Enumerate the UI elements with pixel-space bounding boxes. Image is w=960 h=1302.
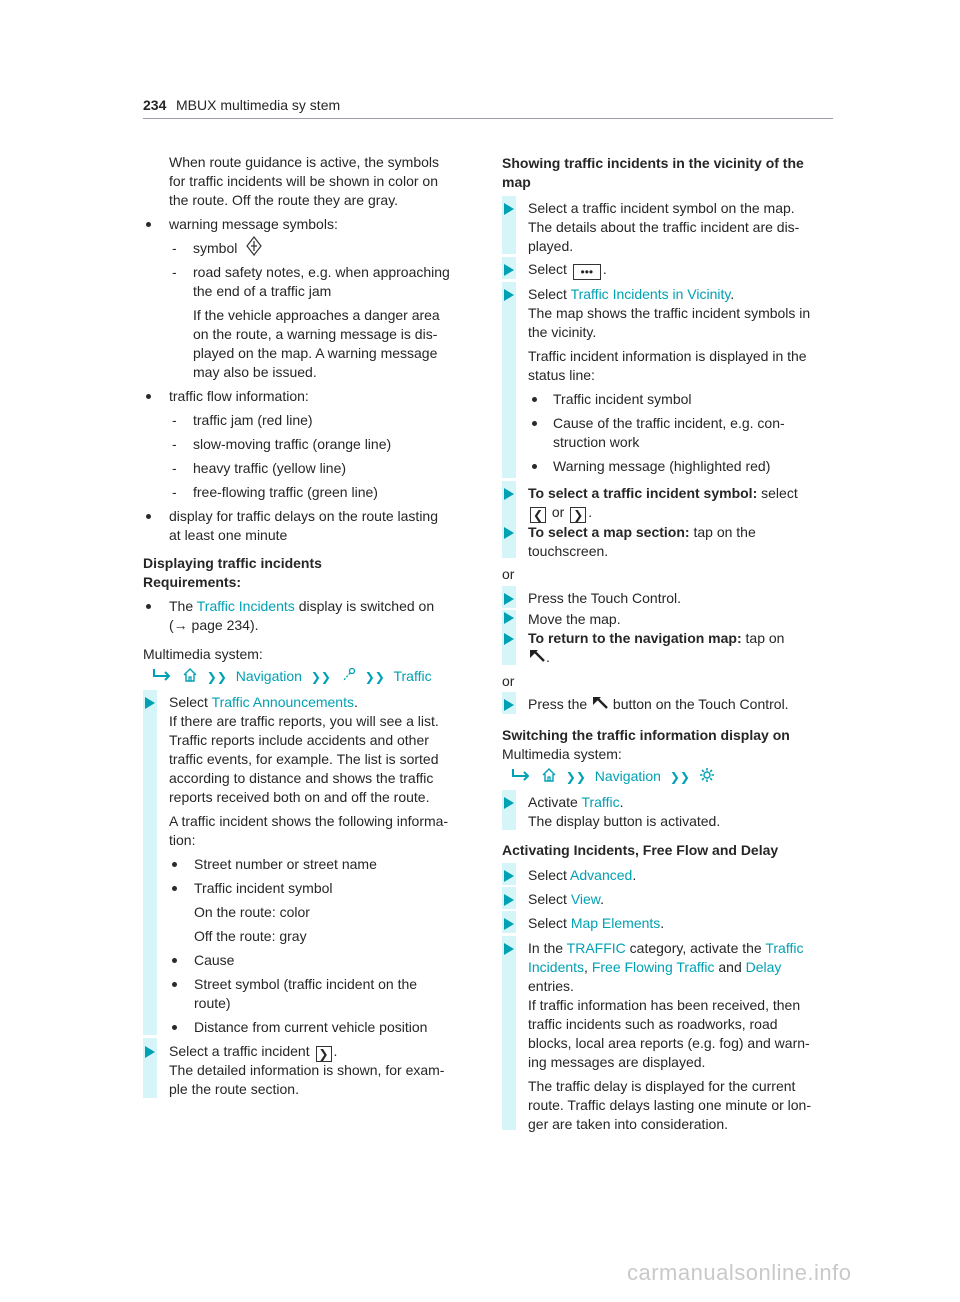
traffic-incidents-link[interactable]: Incidents — [528, 959, 585, 975]
step-arrow-icon — [504, 699, 514, 711]
warning-diamond-icon — [246, 236, 262, 261]
step-line: reports received both on and off the route. — [169, 789, 430, 805]
step-line: To select a traffic incident symbol: select — [528, 485, 798, 501]
bullet — [172, 886, 177, 891]
step-line: route. Traffic delays lasting one minute or lon- — [528, 1097, 812, 1113]
step-line: the vicinity. — [528, 324, 597, 340]
step-line: touchscreen. — [528, 543, 609, 559]
step-arrow-icon — [504, 289, 514, 301]
status-item: Cause of the traffic incident, e.g. con- — [553, 415, 785, 431]
bullet — [146, 394, 151, 399]
flow-item: heavy traffic (yellow line) — [193, 460, 347, 476]
step-line: Traffic reports include accidents and other — [169, 732, 429, 748]
danger-line: may also be issued. — [193, 364, 317, 380]
step-arrow-icon — [504, 203, 514, 215]
flow-item: slow-moving traffic (orange line) — [193, 436, 392, 452]
traffic-link[interactable]: Traffic — [393, 668, 432, 684]
chevron-icon: ❯❯ — [565, 770, 586, 784]
page-number: 234 — [143, 97, 167, 113]
chevron-right-icon[interactable]: ❯ — [316, 1046, 332, 1062]
step-line: blocks, local area reports (e.g. fog) and warn- — [528, 1035, 810, 1051]
dash: - — [172, 484, 177, 500]
bullet — [172, 982, 177, 987]
or-label: or — [502, 673, 515, 689]
step-arrow-icon — [504, 797, 514, 809]
multimedia-label: Multimedia system: — [143, 646, 263, 662]
traffic-incidents-in-vicinity-link[interactable]: Traffic Incidents in Vicinity — [570, 286, 731, 302]
danger-line: on the route, a warning message is dis- — [193, 326, 438, 342]
step-arrow-icon — [504, 918, 514, 930]
traffic-incidents-link[interactable]: Traffic Incidents — [196, 598, 295, 614]
section-heading: map — [502, 174, 531, 190]
traffic-incidents-link[interactable]: Traffic — [765, 940, 804, 956]
step-bar — [502, 790, 516, 830]
step-line: Select a traffic incident ❯ . — [169, 1043, 338, 1061]
step-line: Press the button on the Touch Control. — [528, 696, 789, 712]
step-arrow-icon — [145, 1046, 155, 1058]
page-reference[interactable]: (→ page 234). — [169, 617, 259, 633]
step-line: ple the route section. — [169, 1081, 299, 1097]
step-line: entries. — [528, 978, 574, 994]
step-line: Select Map Elements. — [528, 915, 665, 931]
status-item: struction work — [553, 434, 640, 450]
delay-link[interactable]: Delay — [745, 959, 782, 975]
info-item: Distance from current vehicle position — [194, 1019, 428, 1035]
flow-item: free-flowing traffic (green line) — [193, 484, 378, 500]
step-line: ❮ or ❯ . — [528, 503, 592, 523]
navigation-link[interactable]: Navigation — [235, 668, 302, 684]
chevron-right-icon[interactable]: ❯ — [570, 507, 586, 523]
traffic-category-link[interactable]: TRAFFIC — [566, 940, 626, 956]
back-icon[interactable]: . — [528, 648, 550, 667]
step-line: Select ••• . — [528, 261, 607, 279]
step-bar — [502, 282, 516, 478]
step-line: To return to the navigation map: tap on — [528, 630, 785, 646]
step-line: Select Advanced. — [528, 867, 637, 883]
step-arrow-icon — [504, 527, 514, 539]
dash: - — [172, 264, 177, 280]
step-line: according to distance and shows the traffic — [169, 770, 434, 786]
step-arrow-icon — [504, 633, 514, 645]
info-item: Cause — [194, 952, 235, 968]
info-item: Street number or street name — [194, 856, 377, 872]
requirements-heading: Requirements: — [143, 574, 242, 590]
step-line: ger are taken into consideration. — [528, 1116, 729, 1132]
path-arrow-icon — [152, 668, 172, 684]
delay-line: at least one minute — [169, 527, 288, 543]
dash: - — [172, 240, 177, 256]
step-line: Move the map. — [528, 611, 621, 627]
flow-item: traffic jam (red line) — [193, 412, 313, 428]
chevron-left-icon[interactable]: ❮ — [530, 507, 546, 523]
route-edit-icon[interactable] — [340, 668, 356, 684]
bullet — [172, 1025, 177, 1030]
step-line: traffic incidents such as roadworks, road — [528, 1016, 778, 1032]
step-line: In the TRAFFIC category, activate the Traffic — [528, 940, 804, 956]
step-line: The detailed information is shown, for exam- — [169, 1062, 445, 1078]
header-rule — [143, 118, 833, 119]
section-heading: Showing traffic incidents in the vicinity of the — [502, 155, 804, 171]
section-heading: Activating Incidents, Free Flow and Delay — [502, 842, 779, 858]
step-bar — [502, 936, 516, 1130]
chevron-icon: ❯❯ — [669, 770, 690, 784]
settings-gear-icon[interactable] — [699, 768, 715, 784]
traffic-announcements-link[interactable]: Traffic Announcements — [211, 694, 354, 710]
traffic-toggle-link[interactable]: Traffic — [581, 794, 620, 810]
dash: - — [172, 460, 177, 476]
home-icon[interactable] — [182, 668, 198, 684]
navigation-link[interactable]: Navigation — [594, 768, 661, 784]
home-icon[interactable] — [541, 768, 557, 784]
or-label: or — [502, 566, 515, 582]
more-options-icon[interactable]: ••• — [573, 264, 601, 280]
info-item: On the route: color — [194, 904, 310, 920]
chevron-icon: ❯❯ — [364, 670, 385, 684]
intro-line: the route. Off the route they are gray. — [169, 192, 399, 208]
step-arrow-icon — [145, 697, 155, 709]
chevron-icon: ❯❯ — [206, 670, 227, 684]
path-arrow-icon — [511, 768, 531, 784]
intro-line: When route guidance is active, the symbols — [169, 154, 440, 170]
step-line: tion: — [169, 832, 196, 848]
step-line: If traffic information has been received, then — [528, 997, 801, 1013]
flow-title: traffic flow information: — [169, 388, 309, 404]
step-line: Select a traffic incident symbol on the map. — [528, 200, 795, 216]
step-arrow-icon — [504, 894, 514, 906]
step-arrow-icon — [504, 593, 514, 605]
map-elements-link[interactable]: Map Elements — [570, 915, 661, 931]
road-safety-line: road safety notes, e.g. when approaching — [193, 264, 450, 280]
step-line: Activate Traffic. — [528, 794, 624, 810]
danger-line: If the vehicle approaches a danger area — [193, 307, 440, 323]
step-arrow-icon — [504, 488, 514, 500]
danger-line: played on the map. A warning message — [193, 345, 438, 361]
section-heading: Displaying traffic incidents — [143, 555, 322, 571]
warning-title: warning message symbols: — [169, 216, 338, 232]
step-line: status line: — [528, 367, 595, 383]
menu-path — [152, 667, 432, 687]
bullet — [532, 397, 537, 402]
status-item: Warning message (highlighted red) — [553, 458, 771, 474]
intro-line: for traffic incidents will be shown in color on — [169, 173, 438, 189]
step-line: The map shows the traffic incident symbols in — [528, 305, 811, 321]
bullet — [172, 958, 177, 963]
symbol-label: symbol — [193, 240, 238, 256]
step-bar — [502, 520, 516, 558]
info-item: Traffic incident symbol — [194, 880, 333, 896]
step-line: Press the Touch Control. — [528, 590, 682, 606]
step-bar — [143, 690, 157, 1035]
info-item: Street symbol (traffic incident on the — [194, 976, 418, 992]
step-line: A traffic incident shows the following informa- — [169, 813, 449, 829]
step-arrow-icon — [504, 943, 514, 955]
step-line: Select Traffic Announcements. — [169, 694, 358, 710]
step-line: traffic events, for example. The list is sorted — [169, 751, 439, 767]
step-line: The display button is activated. — [528, 813, 721, 829]
step-arrow-icon — [504, 612, 514, 624]
info-item: Off the route: gray — [194, 928, 307, 944]
advanced-link[interactable]: Advanced — [570, 867, 633, 883]
view-link[interactable]: View — [570, 891, 601, 907]
step-line: Traffic incident information is displayed in the — [528, 348, 807, 364]
bullet — [172, 862, 177, 867]
step-line: ing messages are displayed. — [528, 1054, 706, 1070]
step-line: Incidents, Free Flowing Traffic and Delay — [528, 959, 782, 975]
back-icon[interactable] — [591, 696, 609, 712]
menu-path — [511, 767, 715, 787]
step-line: The details about the traffic incident are dis- — [528, 219, 800, 235]
section-heading: Switching the traffic information display on — [502, 727, 790, 743]
info-item: route) — [194, 995, 231, 1011]
free-flowing-traffic-link[interactable]: Free Flowing Traffic — [591, 959, 715, 975]
bullet — [146, 604, 151, 609]
requirement-line: The Traffic Incidents display is switched on — [169, 598, 435, 614]
status-item: Traffic incident symbol — [553, 391, 692, 407]
delay-line: display for traffic delays on the route lasting — [169, 508, 439, 524]
dash: - — [172, 436, 177, 452]
step-line: played. — [528, 238, 574, 254]
page-title: MBUX multimedia sy stem — [176, 97, 341, 113]
multimedia-label: Multimedia system: — [502, 746, 622, 762]
watermark: carmanualsonline.info — [627, 1260, 852, 1285]
bullet — [146, 222, 151, 227]
step-line: Select Traffic Incidents in Vicinity. — [528, 286, 735, 302]
dash: - — [172, 412, 177, 428]
road-safety-line: the end of a traffic jam — [193, 283, 332, 299]
bullet — [146, 514, 151, 519]
bullet — [532, 464, 537, 469]
chevron-icon: ❯❯ — [310, 670, 331, 684]
step-line: Select View. — [528, 891, 605, 907]
step-line: If there are traffic reports, you will see a list. — [169, 713, 439, 729]
step-line: To select a map section: tap on the — [528, 524, 756, 540]
step-line: The traffic delay is displayed for the current — [528, 1078, 796, 1094]
step-arrow-icon — [504, 870, 514, 882]
bullet — [532, 421, 537, 426]
step-arrow-icon — [504, 264, 514, 276]
